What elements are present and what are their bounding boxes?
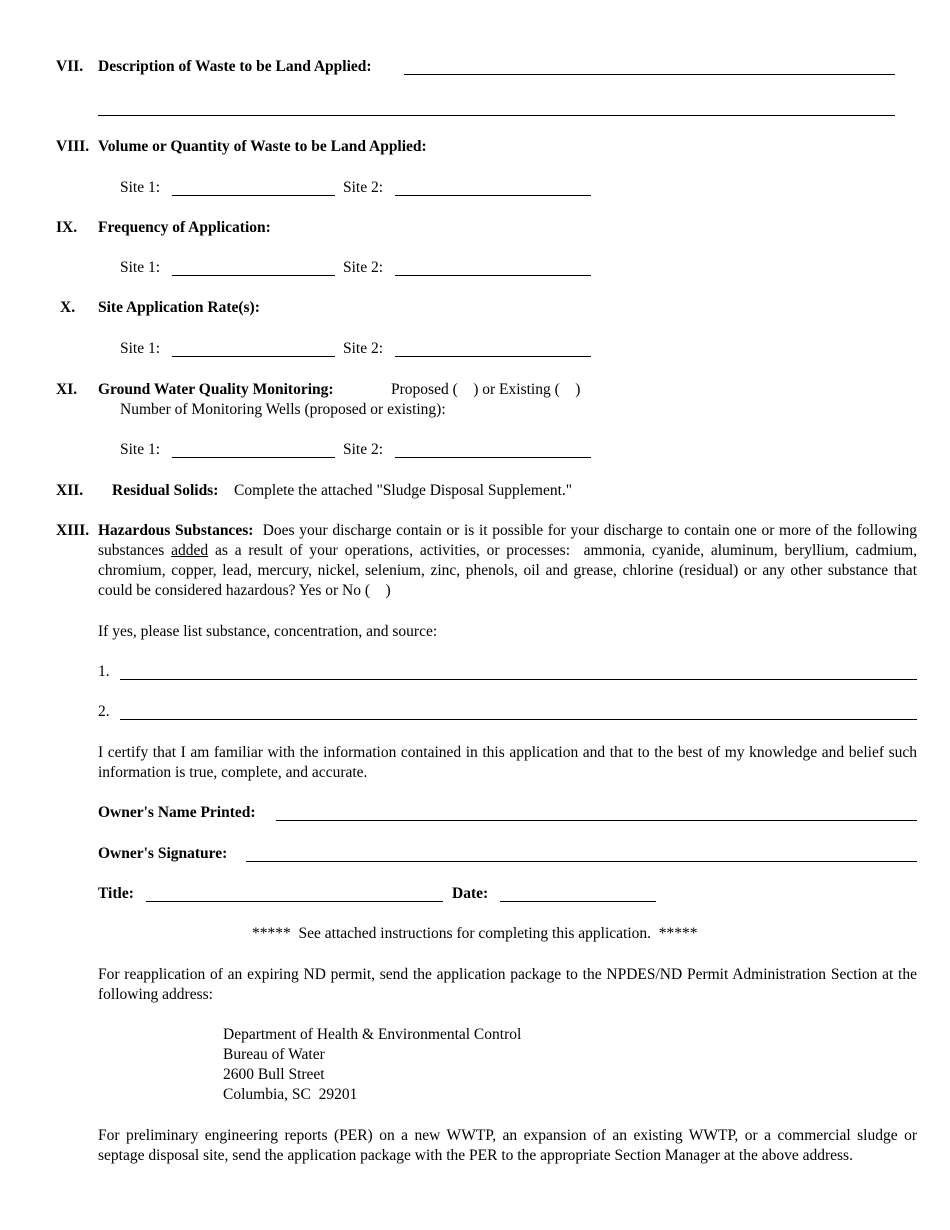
address-block (223, 1025, 521, 1105)
list-item-1-number: 1. (98, 663, 110, 680)
section-8-label: Volume or Quantity of Waste to be Land Applied: (98, 138, 427, 155)
title-field[interactable] (146, 901, 443, 902)
if-yes-instruction: If yes, please list substance, concentration, and source: (98, 623, 438, 640)
certification-text: I certify that I am familiar with the information contained in this application and that to the best of my knowledge and belief such information is true, complete, and accurate. (98, 744, 917, 781)
wells-site1-label: Site 1: (120, 441, 161, 458)
wells-site1-field[interactable] (172, 457, 335, 458)
volume-site1-label: Site 1: (120, 179, 161, 196)
section-11-number: XI. (56, 381, 78, 398)
waste-description-line-1[interactable] (404, 74, 895, 75)
title-label: Title: (98, 885, 134, 902)
section-12-number: XII. (56, 482, 84, 499)
hazardous-substances-paragraph (98, 521, 921, 601)
instructions-note: ***** See attached instructions for completing this application. ***** (252, 925, 698, 942)
frequency-site1-field[interactable] (172, 275, 335, 276)
section-12-text: Complete the attached "Sludge Disposal Supplement." (234, 482, 573, 499)
address-line: Bureau of Water (223, 1046, 325, 1063)
section-13-text-a: Does your discharge contain or is it possible for your discharge to contain one or more of the following substances (98, 522, 921, 559)
volume-site2-label: Site 2: (343, 179, 384, 196)
monitoring-wells-label: Number of Monitoring Wells (proposed or existing): (120, 401, 446, 418)
substance-line-2[interactable] (120, 719, 917, 720)
rate-site1-field[interactable] (172, 356, 335, 357)
volume-site2-field[interactable] (395, 195, 591, 196)
section-7-number: VII. (56, 58, 84, 75)
section-10-number: X. (60, 299, 76, 316)
section-13-number: XIII. (56, 522, 90, 539)
address-line: 2600 Bull Street (223, 1066, 325, 1083)
list-item-2-number: 2. (98, 703, 110, 720)
address-line: Columbia, SC 29201 (223, 1086, 358, 1103)
monitoring-choice[interactable]: Proposed ( ) or Existing ( ) (391, 381, 581, 398)
section-10-label: Site Application Rate(s): (98, 299, 260, 316)
address-line: Department of Health & Environmental Control (223, 1026, 522, 1043)
owner-name-field[interactable] (276, 820, 917, 821)
section-7-label: Description of Waste to be Land Applied: (98, 58, 372, 75)
section-13-text-b: as a result of your operations, activities, or processes: ammonia, cyanide, aluminum, beryllium, cadmium, chromium, copper, lead, mercury, nickel, selenium, zinc, phenols, oil and grease, chlorine (residual) or any other substance that could be considered hazardous? Yes or No ( ) (98, 542, 921, 599)
section-9-label: Frequency of Application: (98, 219, 271, 236)
rate-site1-label: Site 1: (120, 340, 161, 357)
frequency-site1-label: Site 1: (120, 259, 161, 276)
added-underlined: added (171, 542, 209, 559)
rate-site2-field[interactable] (395, 356, 591, 357)
per-text: For preliminary engineering reports (PER) on a new WWTP, an expansion of an existing WWTP, or a commercial sludge or septage disposal site, send the application package with the PER to the appropriate Section Manager at the above address. (98, 1127, 917, 1164)
rate-site2-label: Site 2: (343, 340, 384, 357)
section-13-label: Hazardous Substances: (98, 522, 254, 539)
section-11-label: Ground Water Quality Monitoring: (98, 381, 334, 398)
owner-name-label: Owner's Name Printed: (98, 804, 256, 821)
wells-site2-field[interactable] (395, 457, 591, 458)
date-label: Date: (452, 885, 489, 902)
reapplication-text: For reapplication of an expiring ND permit, send the application package to the NPDES/ND Permit Administration Section at the following address: (98, 966, 917, 1003)
substance-line-1[interactable] (120, 679, 917, 680)
volume-site1-field[interactable] (172, 195, 335, 196)
section-9-number: IX. (56, 219, 78, 236)
owner-signature-label: Owner's Signature: (98, 845, 228, 862)
frequency-site2-label: Site 2: (343, 259, 384, 276)
wells-site2-label: Site 2: (343, 441, 384, 458)
waste-description-line-2[interactable] (98, 115, 895, 116)
date-field[interactable] (500, 901, 656, 902)
frequency-site2-field[interactable] (395, 275, 591, 276)
section-8-number: VIII. (56, 138, 90, 155)
section-12-label: Residual Solids: (112, 482, 219, 499)
owner-signature-field[interactable] (246, 861, 917, 862)
